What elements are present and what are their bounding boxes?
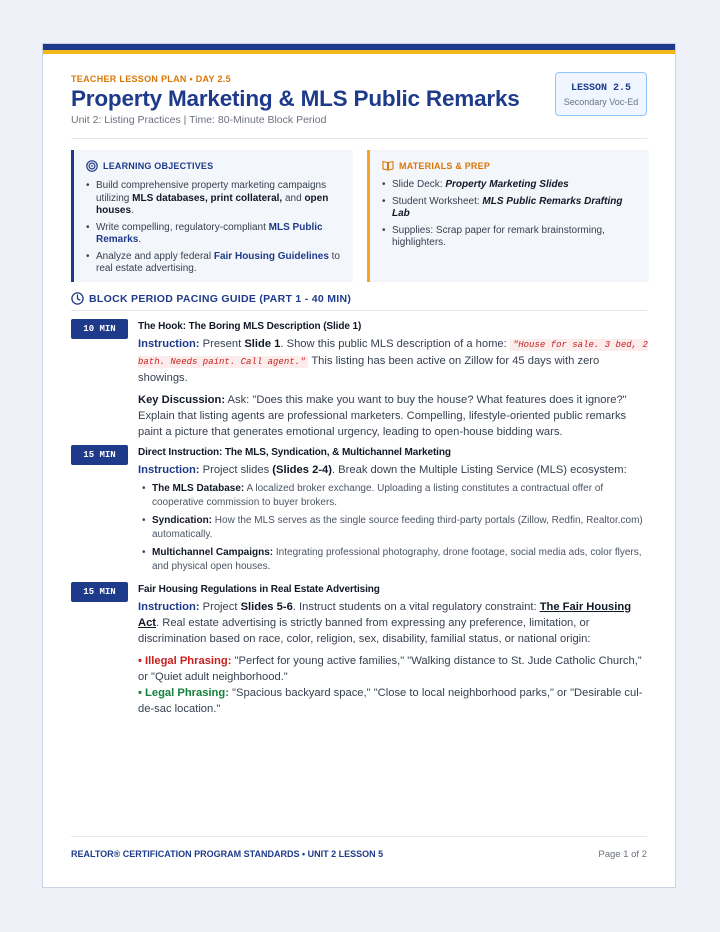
- list-item: • The MLS Database: A localized broker exchange. Uploading a listing constitutes a contractual offer of cooperative commission to buyer brokers.: [152, 482, 649, 510]
- objectives-heading: LEARNING OBJECTIVES: [103, 161, 214, 171]
- segment-discussion: Key Discussion: Ask: "Does this make you want to buy the house? What features does it ignore?" Explain that listing agents are professional marketers. Compelling, lifestyle-oriented public remarks paint a picture that generates emotional urgency, leading to open-house bidding wars.: [138, 394, 627, 438]
- lesson-code: LESSON 2.5: [570, 83, 631, 94]
- lesson-badge: [555, 72, 647, 116]
- time-badge: 15 MIN: [71, 445, 128, 465]
- objectives-panel: [71, 150, 353, 282]
- sample-mls-quote: "House for sale. 3 bed, 2 bath. Needs paint. Call agent.": [138, 340, 648, 367]
- segment-title: Direct Instruction: The MLS, Syndication, & Multichannel Marketing: [138, 447, 451, 458]
- lesson-plan-page: [42, 43, 676, 888]
- top-accent-stripe: [43, 50, 675, 54]
- legal-phrasing: • Legal Phrasing: "Spacious backyard space," "Close to local neighborhood parks," or "Desirable cul-de-sac location.": [138, 687, 643, 715]
- materials-panel: [367, 150, 649, 282]
- segment-bullets: [138, 482, 649, 574]
- list-item: • Multichannel Campaigns: Integrating professional photography, drone footage, social media ads, color flyers, and physical open houses.: [152, 546, 649, 574]
- list-item: • Student Worksheet: MLS Public Remarks Drafting Lab: [392, 196, 637, 221]
- list-item: • Build comprehensive property marketing campaigns utilizing MLS databases, print collateral, and open houses.: [96, 180, 341, 218]
- objectives-header: [86, 160, 341, 172]
- target-icon: [86, 160, 98, 172]
- page-number: Page 1 of 2: [598, 849, 647, 860]
- segment-content: [138, 319, 649, 440]
- footer-standards: REALTOR® CERTIFICATION PROGRAM STANDARDS • UNIT 2 LESSON 5: [71, 849, 384, 859]
- list-item: • Slide Deck: Property Marketing Slides: [392, 179, 637, 192]
- pacing-heading: BLOCK PERIOD PACING GUIDE (PART 1 - 40 MIN): [89, 292, 352, 305]
- doc-kicker: TEACHER LESSON PLAN • DAY 2.5: [71, 74, 231, 84]
- fair-housing-act-term: The Fair Housing Act: [138, 601, 632, 629]
- page-subtitle: Unit 2: Listing Practices | Time: 80-Minute Block Period: [71, 114, 327, 126]
- list-item: • Syndication: How the MLS serves as the single source feeding third-party portals (Zillow, Redfin, Realtor.com) automatically.: [152, 514, 649, 542]
- segment-title: Fair Housing Regulations in Real Estate Advertising: [138, 584, 380, 595]
- segment-instruction: Instruction: Project slides (Slides 2-4). Break down the Multiple Listing Service (MLS) ecosystem:: [138, 464, 627, 476]
- illegal-phrasing: • Illegal Phrasing: "Perfect for young active families," "Walking distance to St. Jude Catholic Church," or "Quiet adult neighborhood.": [138, 655, 642, 683]
- time-badge: 15 MIN: [71, 582, 128, 602]
- segment-content: [138, 582, 649, 717]
- pacing-divider: [71, 310, 647, 311]
- lesson-level: Secondary Voc-Ed: [563, 97, 639, 107]
- time-badge: 10 MIN: [71, 319, 128, 339]
- list-item: • Supplies: Scrap paper for remark brainstorming, highlighters.: [392, 225, 637, 250]
- segment-content: [138, 445, 649, 578]
- list-item: • Analyze and apply federal Fair Housing Guidelines to real estate advertising.: [96, 251, 341, 276]
- materials-header: [382, 160, 637, 171]
- header-divider: [71, 138, 647, 139]
- pacing-header: [71, 292, 351, 305]
- materials-list: [382, 179, 637, 250]
- book-icon: [382, 160, 394, 171]
- segment-instruction: Instruction: Present Slide 1. Show this public MLS description of a home: "House for sale. 3 bed, 2 bath. Needs paint. Call agent." This listing has been active on Zillow for 45 days with zero showings.: [138, 338, 648, 384]
- materials-heading: MATERIALS & PREP: [399, 160, 491, 171]
- objectives-list: [86, 180, 341, 276]
- page-title: Property Marketing & MLS Public Remarks: [71, 86, 520, 111]
- segment-title: The Hook: The Boring MLS Description (Slide 1): [138, 321, 362, 332]
- clock-icon: [71, 292, 84, 305]
- segment-instruction: Instruction: Project Slides 5-6. Instruct students on a vital regulatory constraint: The Fair Housing Act. Real estate advertising is strictly banned from expressing any preference, limitation, or discrimination based on race, color, religion, sex, disability, familial status, or national origin:: [138, 601, 632, 645]
- list-item: • Write compelling, regulatory-compliant MLS Public Remarks.: [96, 222, 341, 247]
- footer-divider: [71, 836, 647, 837]
